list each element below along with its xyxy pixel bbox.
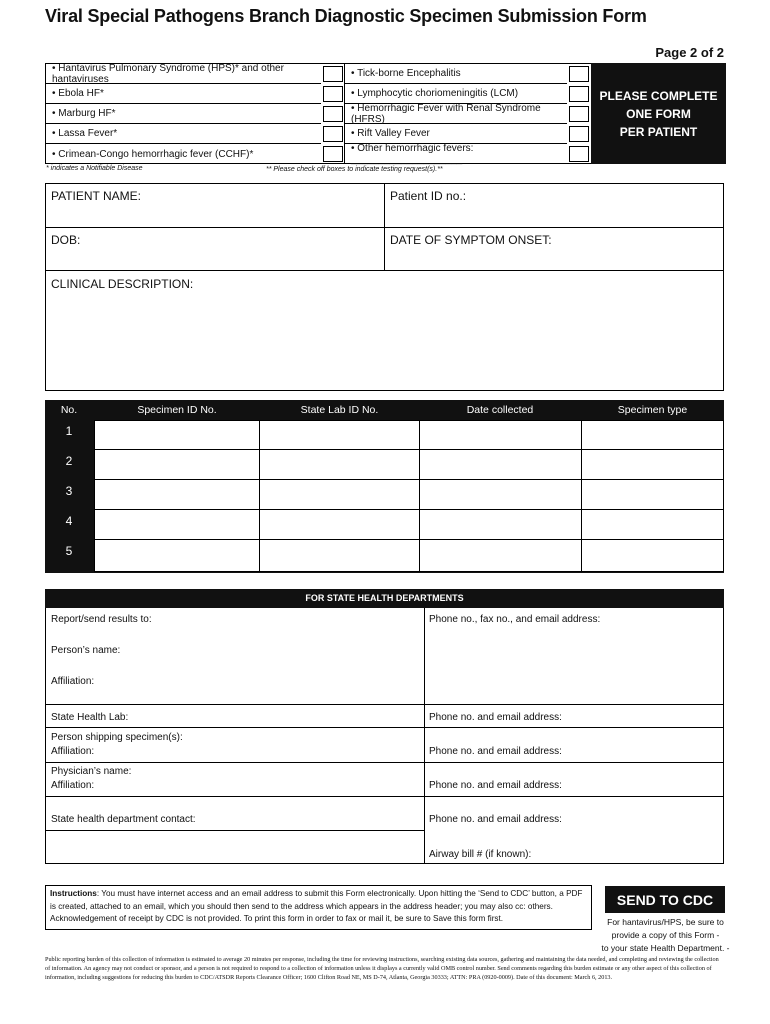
- state-divider-h5: [45, 830, 425, 831]
- patient-id-input[interactable]: [480, 186, 720, 224]
- checklist-right-4: [344, 144, 567, 164]
- disease-label: • Lymphocytic choriomeningitis (LCM): [351, 88, 519, 99]
- contact-label: State health department contact:: [51, 814, 196, 825]
- symptom-onset-label: DATE OF SYMPTOM ONSET:: [390, 233, 552, 247]
- shipping-phone-label: Phone no. and email address:: [429, 746, 562, 757]
- specimen-type-3[interactable]: [581, 479, 724, 510]
- state-divider-h3: [45, 762, 724, 763]
- specimen-id-5[interactable]: [94, 539, 260, 572]
- date-collected-2[interactable]: [419, 449, 582, 480]
- hantavirus-note-line-1: For hantavirus/HPS, be sure to: [607, 917, 724, 927]
- state-lab-id-2[interactable]: [259, 449, 420, 480]
- disease-label: • Marburg HF*: [52, 108, 116, 119]
- specimen-id-1[interactable]: [94, 420, 260, 450]
- hantavirus-note: [598, 916, 733, 955]
- checkbox-other-hf[interactable]: [569, 146, 589, 162]
- state-divider-h4: [45, 796, 724, 797]
- checkbox-tbe[interactable]: [569, 66, 589, 82]
- checkbox-cchf[interactable]: [323, 146, 343, 162]
- date-collected-1[interactable]: [419, 420, 582, 450]
- clinical-description-label: CLINICAL DESCRIPTION:: [51, 277, 194, 291]
- checklist-left-1: [45, 84, 321, 104]
- date-collected-5[interactable]: [419, 539, 582, 572]
- specimen-id-3[interactable]: [94, 479, 260, 510]
- checklist-right-1: [344, 84, 567, 104]
- row-number: 3: [65, 484, 73, 498]
- disease-label: • Lassa Fever*: [52, 128, 118, 139]
- col-header-specimen-id: Specimen ID No.: [94, 404, 260, 416]
- checkbox-ebola[interactable]: [323, 86, 343, 102]
- please-line-1: PLEASE COMPLETE: [599, 88, 718, 103]
- send-to-cdc-button[interactable]: SEND TO CDC: [605, 886, 725, 913]
- checklist-left-2: [45, 104, 321, 124]
- disease-label: • Hantavirus Pulmonary Syndrome (HPS)* and other hantaviruses: [52, 62, 284, 85]
- row-number: 2: [65, 454, 73, 468]
- col-header-no: No.: [45, 404, 93, 416]
- state-lab-label: State Health Lab:: [51, 712, 129, 723]
- disease-label: • Tick-borne Encephalitis: [351, 68, 461, 79]
- burden-statement: Public reporting burden of this collection of information is estimated to average 20 minutes per response, including the time for reviewing instructions, searching existing data sources, gathering and maintaining the data needed, and completing and reviewing the collection of information. An agency may not conduct or sponsor, and a person is not required to respond to a collection of information unless it displays a currently valid OMB control number. Send comments regarding this burden estimate or any other aspect of this collection of information, including suggestions for reducing this burden to CDC/ATSDR Reports Clearance Officer; 1600 Clifton Road NE, MS D-74, Atlanta, Georgia 30333; ATTN: PRA (0920-0009). Date of this document: March 6, 2013.: [45, 956, 719, 981]
- checkoff-note: ** Please check off boxes to indicate testing request(s).**: [266, 166, 443, 173]
- affiliation-label: Affiliation:: [51, 676, 95, 687]
- dob-input[interactable]: [90, 230, 380, 268]
- col-header-date-collected: Date collected: [419, 404, 581, 416]
- instructions-text: : You must have internet access and an email address to submit this Form electronically. Upon hitting the ‘Send to CDC’ button, a PDF is created, attached to an email, which you should then send to the address which appears in the address header; you may also cc: others. Acknowledgement of receipt by CDC is not provided. To print this form in order to fax or mail it, be sure to Save this form first.: [50, 889, 583, 923]
- persons-name-label: Person’s name:: [51, 645, 121, 656]
- state-health-heading: FOR STATE HEALTH DEPARTMENTS: [45, 589, 724, 608]
- col-header-state-lab-id: State Lab ID No.: [260, 404, 419, 416]
- checklist-left-4: [45, 144, 321, 164]
- contact-phone-label: Phone no. and email address:: [429, 814, 562, 825]
- report-to-label: Report/send results to:: [51, 614, 152, 625]
- physician-label: Physician’s name:: [51, 766, 132, 777]
- specimen-type-4[interactable]: [581, 509, 724, 540]
- row-number: 5: [65, 544, 73, 558]
- checkbox-lassa[interactable]: [323, 126, 343, 142]
- notifiable-note: * indicates a Notifiable Disease: [46, 165, 143, 172]
- row-number: 1: [65, 424, 73, 438]
- patient-divider-h1: [45, 227, 724, 228]
- patient-name-label: PATIENT NAME:: [51, 189, 142, 203]
- symptom-onset-input[interactable]: [560, 230, 720, 268]
- state-lab-id-5[interactable]: [259, 539, 420, 572]
- patient-divider-h2: [45, 270, 724, 271]
- person-shipping-label: Person shipping specimen(s):: [51, 732, 183, 743]
- checklist-right-3: [344, 124, 567, 144]
- airway-bill-label: Airway bill # (if known):: [429, 849, 532, 860]
- physician-affiliation-label: Affiliation:: [51, 780, 95, 791]
- checkbox-hps[interactable]: [323, 66, 343, 82]
- page-number: Page 2 of 2: [655, 45, 724, 60]
- checkbox-marburg[interactable]: [323, 106, 343, 122]
- please-complete-panel: [591, 63, 726, 164]
- checklist-right-0: [344, 64, 567, 84]
- please-line-2: ONE FORM: [626, 106, 691, 121]
- patient-id-label: Patient ID no.:: [390, 189, 467, 203]
- checkbox-lcm[interactable]: [569, 86, 589, 102]
- clinical-description-input[interactable]: [50, 295, 720, 387]
- disease-label: • Other hemorrhagic fevers: ____________________: [351, 143, 474, 165]
- please-line-3: PER PATIENT: [619, 124, 698, 139]
- row-number: 4: [65, 514, 73, 528]
- instructions-lead: Instructions: [50, 889, 97, 898]
- specimen-type-1[interactable]: [581, 420, 724, 450]
- state-lab-id-3[interactable]: [259, 479, 420, 510]
- col-header-specimen-type: Specimen type: [581, 404, 724, 416]
- hantavirus-note-line-2: provide a copy of this Form -: [611, 930, 720, 940]
- disease-checklist: [45, 63, 725, 164]
- hantavirus-note-line-3: to your state Health Department. -: [601, 943, 730, 953]
- state-divider-v: [424, 608, 425, 864]
- state-divider-h1: [45, 704, 724, 705]
- specimen-id-4[interactable]: [94, 509, 260, 540]
- checkbox-hfrs[interactable]: [569, 106, 589, 122]
- specimen-type-5[interactable]: [581, 539, 724, 572]
- disease-label: • Hemorrhagic Fever with Renal Syndrome (HFRS): [351, 102, 541, 125]
- checklist-left-0: [45, 64, 321, 84]
- disease-label: • Crimean-Congo hemorrhagic fever (CCHF)*: [52, 148, 254, 160]
- state-lab-id-1[interactable]: [259, 420, 420, 450]
- form-title: Viral Special Pathogens Branch Diagnostic Specimen Submission Form: [45, 6, 647, 26]
- dob-label: DOB:: [51, 233, 81, 247]
- disease-label: • Ebola HF*: [52, 88, 104, 99]
- state-lab-id-4[interactable]: [259, 509, 420, 540]
- date-collected-4[interactable]: [419, 509, 582, 540]
- date-collected-3[interactable]: [419, 479, 582, 510]
- physician-phone-label: Phone no. and email address:: [429, 780, 562, 791]
- patient-name-input[interactable]: [170, 186, 380, 224]
- specimen-id-2[interactable]: [94, 449, 260, 480]
- checklist-right-2: [344, 104, 567, 124]
- phone-fax-email-label: Phone no., fax no., and email address:: [429, 614, 601, 625]
- checklist-left-3: [45, 124, 321, 144]
- checkbox-rvf[interactable]: [569, 126, 589, 142]
- specimen-type-2[interactable]: [581, 449, 724, 480]
- state-lab-phone-label: Phone no. and email address:: [429, 712, 562, 723]
- shipping-affiliation-label: Affiliation:: [51, 746, 95, 757]
- instructions-box: [45, 885, 592, 930]
- disease-label: • Rift Valley Fever: [351, 128, 430, 139]
- state-divider-h2: [45, 727, 724, 728]
